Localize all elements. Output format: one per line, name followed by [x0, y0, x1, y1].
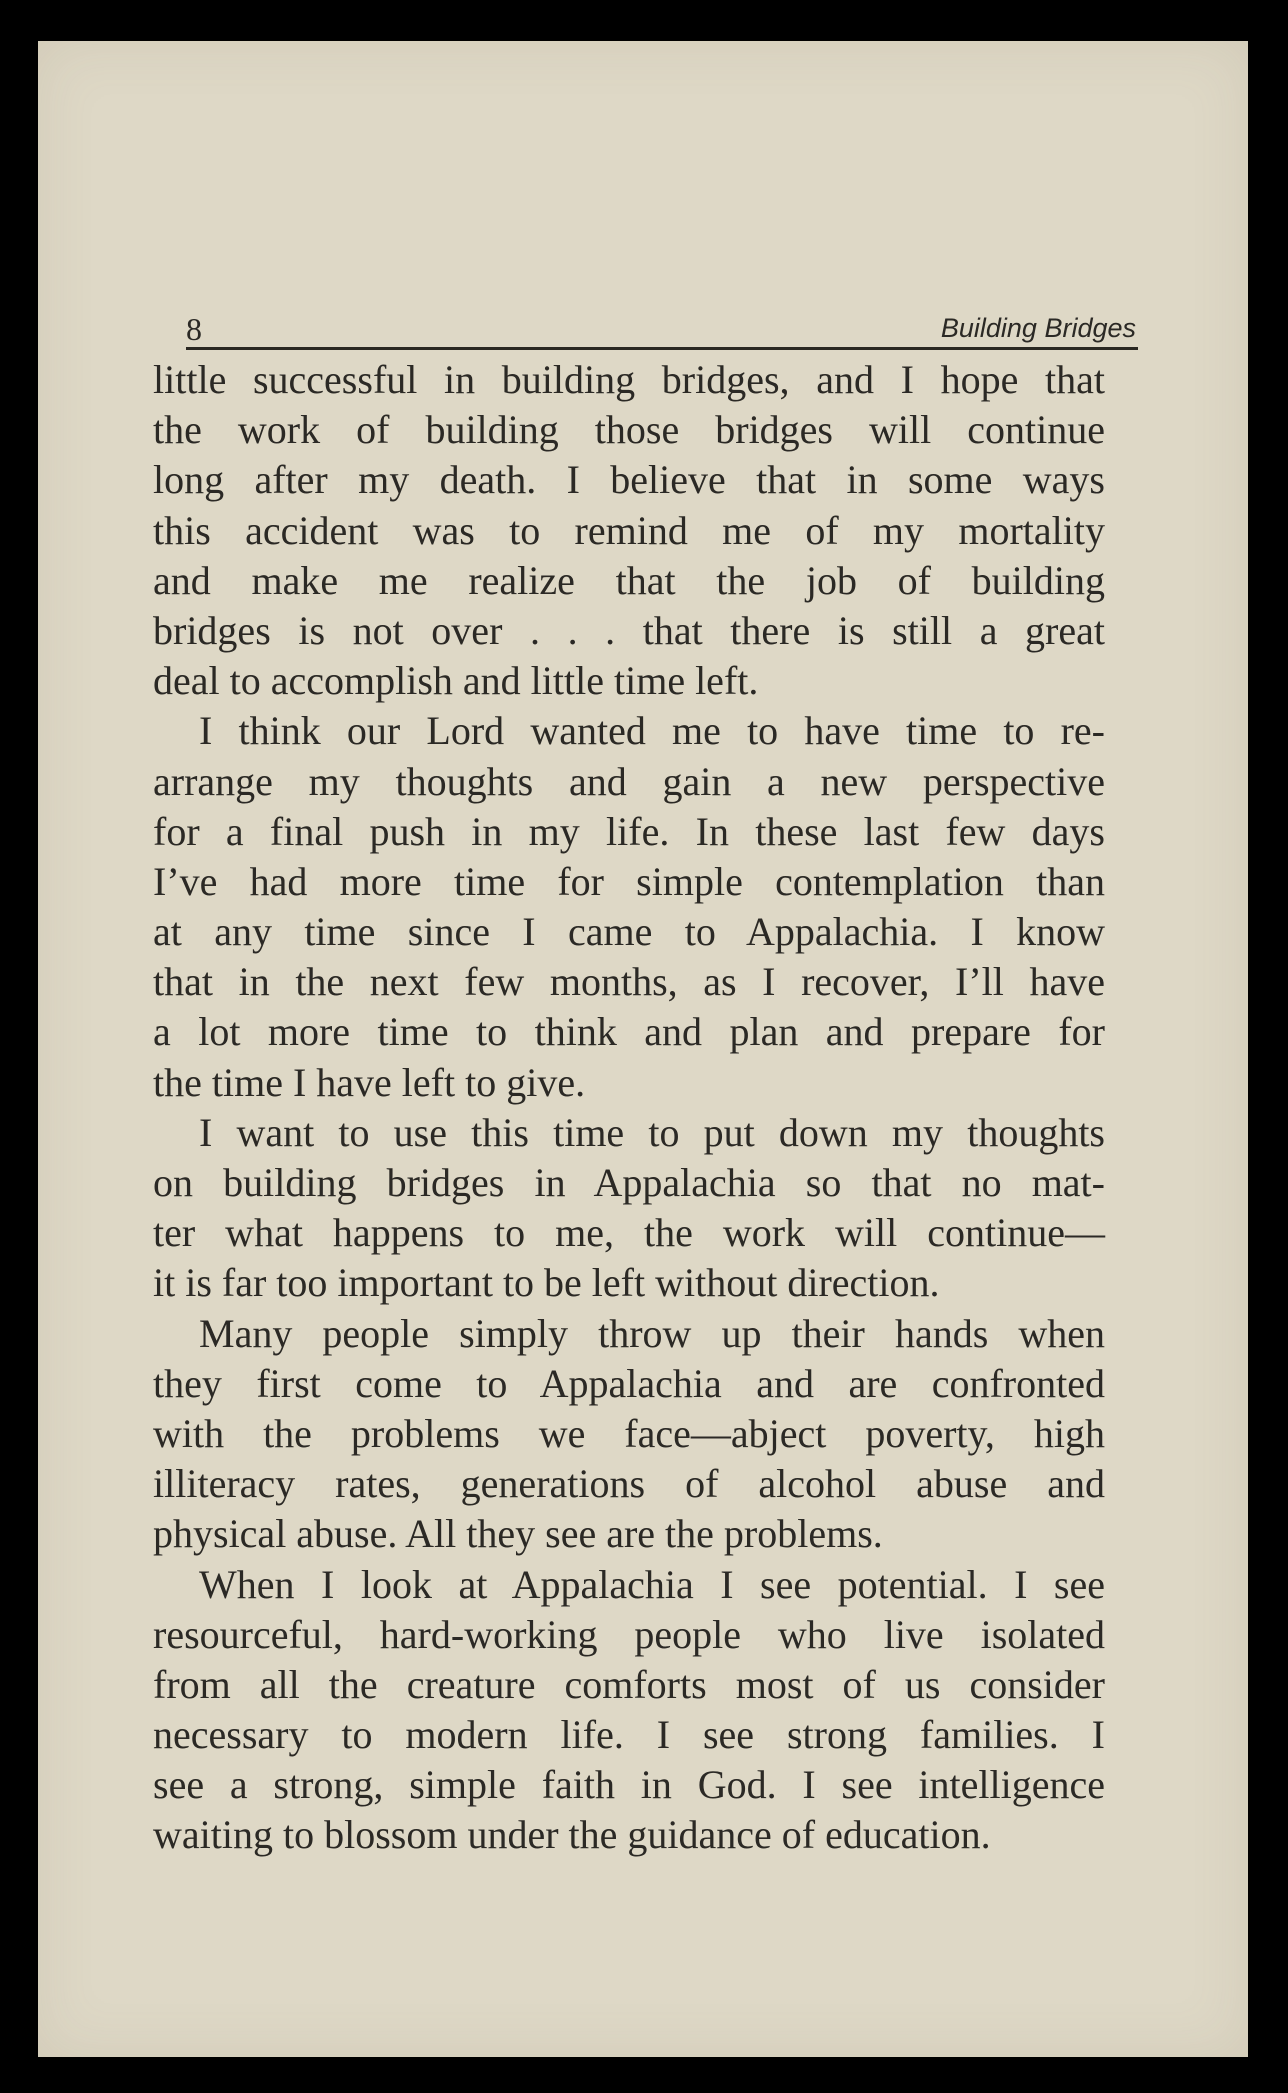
text-line: When I look at Appalachia I see potential. I see — [199, 1561, 1105, 1607]
paragraph — [153, 355, 1105, 706]
text-line: arrange my thoughts and gain a new perspective — [153, 758, 1105, 804]
text-line: I’ve had more time for simple contemplation than — [153, 858, 1105, 904]
paragraph — [153, 1309, 1105, 1560]
text-line: and make me realize that the job of building — [153, 557, 1105, 603]
paragraph — [153, 1560, 1105, 1861]
text-line: necessary to modern life. I see strong families. I — [153, 1712, 1105, 1758]
text-line: I think our Lord wanted me to have time to re- — [199, 708, 1105, 754]
running-title: Building Bridges — [940, 313, 1136, 343]
text-line: physical abuse. All they see are the problems. — [153, 1511, 883, 1557]
text-line: a lot more time to think and plan and prepare for — [153, 1009, 1105, 1055]
text-line: this accident was to remind me of my mortality — [153, 507, 1105, 553]
text-line: I want to use this time to put down my thoughts — [199, 1109, 1105, 1155]
text-line: ter what happens to me, the work will continue— — [153, 1210, 1105, 1256]
text-line: from all the creature comforts most of us consider — [153, 1661, 1105, 1707]
text-line: the time I have left to give. — [153, 1059, 586, 1105]
text-line: long after my death. I believe that in some ways — [153, 457, 1105, 503]
text-line: deal to accomplish and little time left. — [153, 658, 759, 704]
text-line: see a strong, simple faith in God. I see intelligence — [153, 1762, 1105, 1808]
paragraph — [153, 1108, 1105, 1309]
running-head — [186, 307, 1138, 350]
text-line: the work of building those bridges will continue — [153, 407, 1105, 453]
text-line: with the problems we face—abject poverty, high — [153, 1410, 1105, 1456]
text-line: resourceful, hard-working people who live isolated — [153, 1611, 1105, 1657]
text-line: waiting to blossom under the guidance of education. — [153, 1812, 991, 1858]
text-line: they first come to Appalachia and are confronted — [153, 1360, 1105, 1406]
text-line: bridges is not over . . . that there is still a great — [153, 607, 1105, 653]
text-line: at any time since I came to Appalachia. I know — [153, 909, 1105, 955]
page-number: 8 — [186, 311, 202, 347]
paragraph — [153, 706, 1105, 1108]
text-line: Many people simply throw up their hands when — [199, 1310, 1105, 1356]
text-line: that in the next few months, as I recover, I’ll have — [153, 959, 1105, 1005]
text-line: it is far too important to be left without direction. — [153, 1260, 940, 1306]
text-line: on building bridges in Appalachia so that no mat- — [153, 1160, 1105, 1205]
text-line: for a final push in my life. In these last few days — [153, 808, 1105, 854]
text-line: illiteracy rates, generations of alcohol abuse and — [153, 1461, 1105, 1507]
text-line: little successful in building bridges, and I hope that — [153, 357, 1105, 402]
body-text — [153, 355, 1105, 1861]
